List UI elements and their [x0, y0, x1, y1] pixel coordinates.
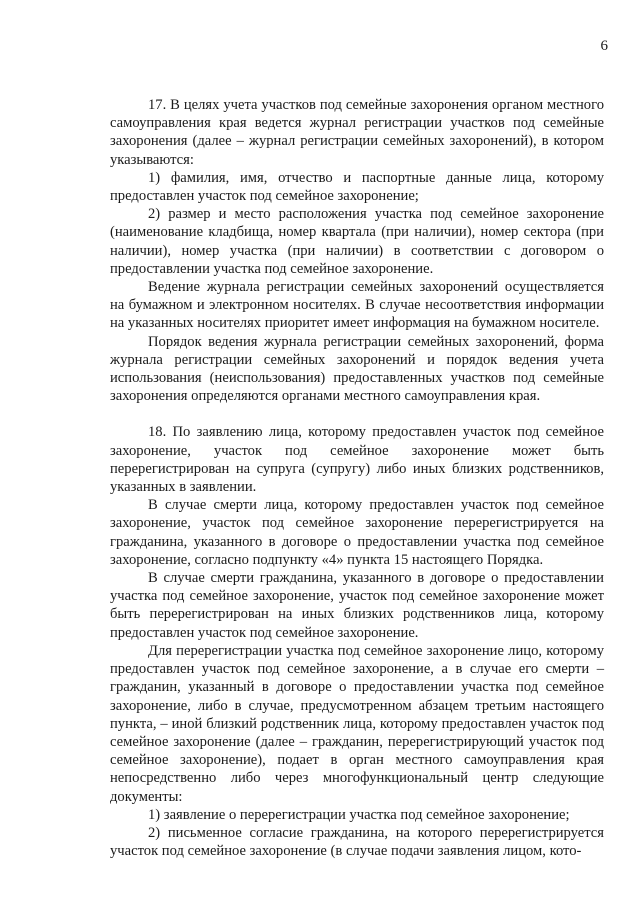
page-number: 6 — [600, 38, 608, 54]
paragraph-17-intro: 17. В целях учета участков под семейные захоронения органом местного самоуправления края ведется журнал регистрации участков под семейные захоронения (далее – журнал регистрации семейных захоронений), в котором указываются: — [110, 97, 604, 168]
paragraph-17-item-1: 1) фамилия, имя, отчество и паспортные данные лица, которому предоставлен участок под семейное захоронение; — [110, 169, 604, 205]
paragraph-18-death-citizen: В случае смерти гражданина, указанного в договоре о предоставлении участка под семейное захоронение, участок под семейное захоронение может быть перерегистрирован на иных близких родственников лица, которому предоставлен участок под семейное захоронение. — [110, 570, 604, 641]
paragraph-17-journal-media: Ведение журнала регистрации семейных захоронений осуществляется на бумажном и электронном носителях. В случае несоответствия информации на указанных носителях приоритет имеет информация на бумажном носителе. — [110, 279, 604, 332]
document-body — [110, 96, 604, 860]
paragraph-18-intro: 18. По заявлению лица, которому предоставлен участок под семейное захоронение, участок под семейное захоронение может быть перерегистрирован на супруга (супругу) либо иных близких родственников, указанных в заявлении. — [110, 424, 604, 496]
paragraph-17-journal-procedure: Порядок ведения журнала регистрации семейных захоронений, форма журнала регистрации семейных захоронений и порядок ведения учета использования (неиспользования) предоставленных участков под семейные захоронения определяются органами местного самоуправления края. — [110, 333, 604, 405]
paragraph-18-doc-1: 1) заявление о перерегистрации участка под семейное захоронение; — [148, 806, 570, 823]
paragraph-18-reregistration: Для перерегистрации участка под семейное захоронение лицо, которому предоставлен участок под семейное захоронение, а в случае его смерти – гражданин, указанный в договоре о предоставлении участка под семейное захоронение, либо в случае, предусмотренном абзацем третьим настоящего пункта, – иной близкий родственник лица, которому предоставлен участок под семейное захоронение (далее – гражданин, перерегистрирующий участок под семейное захоронение), подает в орган местного самоуправления края непосредственно либо через многофункциональный центр следующие документы: — [110, 642, 604, 805]
paragraph-18-death-holder: В случае смерти лица, которому предоставлен участок под семейное захоронение, участок под семейное захоронение перерегистрируется на гражданина, указанного в договоре о предоставлении участка под семейное захоронение, согласно подпункту «4» пункта 15 настоящего Порядка. — [110, 497, 604, 568]
paragraph-18-doc-2: 2) письменное согласие гражданина, на которого перерегистрируется участок под семейное захоронение (в случае подачи заявления лицом, кото- — [110, 824, 604, 860]
paragraph-17-item-2: 2) размер и место расположения участка под семейное захоронение (наименование кладбища, номер квартала (при наличии), номер сектора (при наличии), номер участка (при наличии) в соответствии с договором о предоставлении участка под семейное захоронение. — [110, 206, 604, 277]
